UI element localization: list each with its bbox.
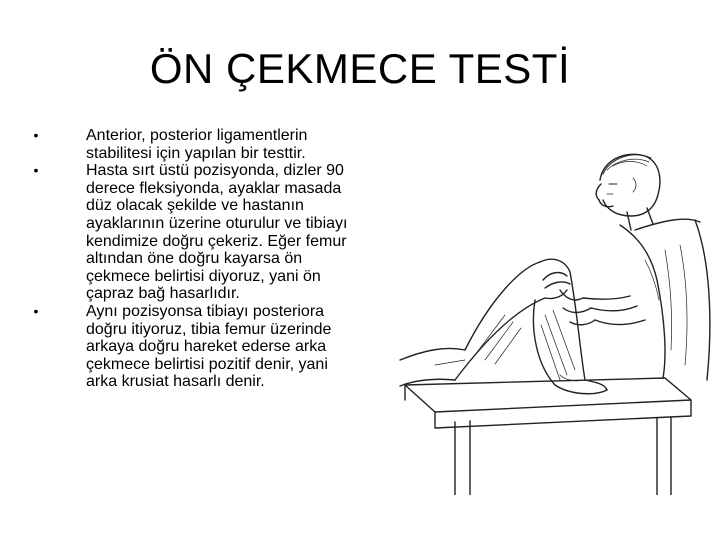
slide-title: ÖN ÇEKMECE TESTİ: [149, 45, 571, 92]
bullet-item: [30, 162, 360, 303]
bullet-text: Anterior, posterior ligamentlerin stabilitesi için yapılan bir testtir.: [86, 127, 308, 162]
anterior-drawer-test-illustration: [395, 150, 713, 495]
bullet-icon: •: [33, 302, 39, 319]
bullet-text: Aynı pozisyonsa tibiayı posteriora doğru itiyoruz, tibia femur üzerinde arkaya doğru hareket ederse arka çekmece belirtisi pozitif denir, yani arka krusiat hasarlı denir.: [86, 302, 332, 391]
bullet-icon: •: [33, 162, 39, 179]
bullet-text: Hasta sırt üstü pozisyonda, dizler 90 derece fleksiyonda, ayaklar masada düz olacak şekilde ve hastanın ayaklarının üzerine oturulur ve tibiayı kendimize doğru çekeriz. Eğer femur altından öne doğru kayarsa ön çekmece belirtisi diyoruz, yani ön çapraz bağ hasarlıdır.: [86, 162, 348, 303]
bullet-icon: •: [33, 127, 39, 143]
bullet-item: [30, 127, 360, 162]
bullet-list: [30, 127, 360, 391]
bullet-item: [30, 303, 360, 391]
